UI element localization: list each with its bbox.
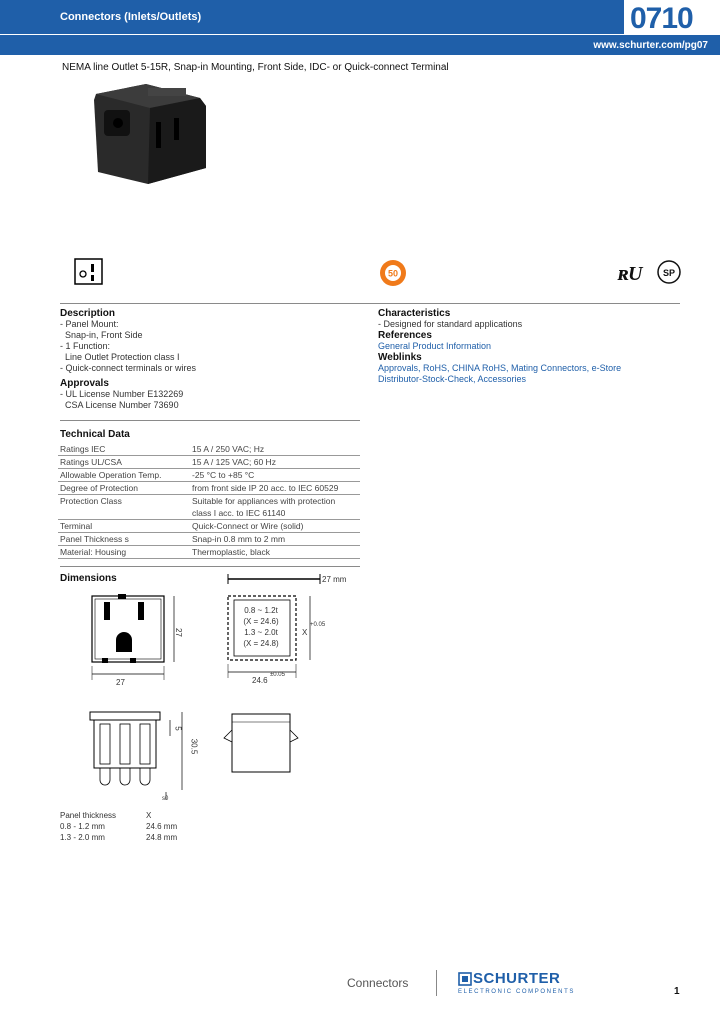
table-value: class I acc. to IEC 61140 — [192, 508, 286, 518]
description-line: - 1 Function: — [60, 341, 111, 351]
table-row — [58, 443, 360, 456]
weblinks-heading: Weblinks — [378, 352, 422, 363]
product-photo — [88, 80, 218, 190]
description-heading: Description — [60, 308, 116, 319]
header-url-link[interactable]: www.schurter.com/pg07 — [593, 40, 708, 51]
approvals-line: CSA License Number 73690 — [60, 400, 179, 410]
svg-text:ʀ: ʀ — [618, 260, 629, 285]
table-value: Thermoplastic, black — [192, 547, 270, 557]
technical-divider — [60, 420, 360, 421]
technical-data-table — [58, 443, 360, 559]
description-line: - Panel Mount: — [60, 319, 119, 329]
box-line: (X = 24.8) — [243, 639, 279, 648]
side-width-label: 24.6 — [252, 676, 268, 685]
table-key: Terminal — [60, 521, 93, 531]
dimensions-heading: Dimensions — [60, 573, 117, 584]
front-height-label: 27 — [173, 628, 183, 637]
page-number: 1 — [674, 986, 680, 997]
footer-brand: SCHURTER — [473, 970, 561, 987]
description-line: Snap-in, Front Side — [60, 330, 143, 340]
table-key: Ratings UL/CSA — [60, 457, 122, 467]
bottom-s-label: s0 — [162, 796, 169, 802]
table-row — [58, 507, 360, 520]
ul-csa-approval-icon — [616, 258, 684, 286]
references-heading: References — [378, 330, 432, 341]
table-key: Ratings IEC — [60, 444, 106, 454]
table-value: Suitable for appliances with protection — [192, 496, 336, 506]
technical-heading: Technical Data — [60, 429, 130, 440]
table-row — [58, 456, 360, 469]
table-key: Material: Housing — [60, 547, 127, 557]
box-line: 1.3 ~ 2.0t — [244, 628, 278, 637]
bottom-offset-label: 5 — [173, 726, 183, 731]
front-width-label: 27 — [116, 678, 125, 687]
outlet-symbol-icon — [74, 258, 104, 286]
table-value: Snap-in 0.8 mm to 2 mm — [192, 534, 286, 544]
side-x-label: X — [302, 628, 308, 637]
approvals-line: - UL License Number E132269 — [60, 389, 184, 399]
section-divider — [60, 303, 680, 304]
table-value: Quick-Connect or Wire (solid) — [192, 521, 304, 531]
svg-text:SP: SP — [662, 268, 676, 278]
bottom-height-label: 30.5 — [189, 738, 199, 755]
footer-section: Connectors — [347, 976, 409, 990]
table-key: Protection Class — [60, 496, 122, 506]
table-value: 15 A / 250 VAC; Hz — [192, 444, 265, 454]
description-line: Line Outlet Protection class I — [60, 352, 180, 362]
table-row — [58, 469, 360, 482]
table-row — [60, 832, 177, 843]
general-product-info-link[interactable]: General Product Information — [378, 341, 492, 351]
table-head: Panel thickness — [60, 811, 117, 820]
table-value: from front side IP 20 acc. to IEC 60529 — [192, 483, 339, 493]
description-line: - Quick-connect terminals or wires — [60, 363, 197, 373]
scale-label: 27 mm — [322, 575, 347, 584]
table-row — [58, 533, 360, 546]
table-row — [58, 546, 360, 559]
front-view-drawing — [84, 592, 184, 688]
table-row — [60, 810, 177, 821]
table-head: X — [146, 811, 152, 820]
table-cell: 1.3 - 2.0 mm — [60, 833, 105, 842]
thickness-box — [238, 605, 284, 649]
box-line: (X = 24.6) — [243, 617, 279, 626]
footer-divider — [436, 970, 437, 996]
table-row — [60, 821, 177, 832]
table-value: 15 A / 125 VAC; 60 Hz — [192, 457, 276, 467]
characteristics-heading: Characteristics — [378, 308, 451, 319]
schurter-logo-icon — [458, 972, 472, 986]
product-code: 0710 — [630, 2, 693, 35]
table-row — [58, 482, 360, 495]
table-cell: 0.8 - 1.2 mm — [60, 822, 105, 831]
rohs-50-badge-icon — [378, 258, 408, 288]
table-row — [58, 520, 360, 533]
side-x-tolerance: +0.05 — [310, 622, 326, 628]
scale-bar — [226, 572, 326, 586]
product-subtitle: NEMA line Outlet 5-15R, Snap-in Mounting, Front Side, IDC- or Quick-connect Terminal — [62, 62, 449, 73]
side-width-tolerance: ±0.05 — [270, 672, 285, 678]
table-value: -25 °C to +85 °C — [192, 470, 255, 480]
table-cell: 24.8 mm — [146, 833, 178, 842]
footer-brand-sub: ELECTRONIC COMPONENTS — [458, 989, 575, 995]
side-profile-drawing — [222, 708, 302, 780]
panel-thickness-table — [60, 810, 177, 843]
table-key — [58, 507, 190, 520]
table-key: Panel Thickness s — [60, 534, 129, 544]
dimensions-divider — [60, 566, 360, 567]
table-key: Allowable Operation Temp. — [60, 470, 162, 480]
characteristics-line: - Designed for standard applications — [378, 319, 523, 329]
table-cell: 24.6 mm — [146, 822, 178, 831]
weblinks-line-1[interactable]: Approvals, RoHS, CHINA RoHS, Mating Connectors, e-Store — [378, 363, 622, 373]
header-category: Connectors (Inlets/Outlets) — [60, 11, 202, 23]
rohs-50-text: 50 — [387, 268, 399, 279]
approvals-heading: Approvals — [60, 378, 109, 389]
weblinks-line-2[interactable]: Distributor-Stock-Check, Accessories — [378, 374, 527, 384]
svg-text:U: U — [628, 263, 643, 285]
table-row — [58, 495, 360, 508]
box-line: 0.8 ~ 1.2t — [244, 606, 278, 615]
table-key: Degree of Protection — [60, 483, 138, 493]
bottom-view-drawing — [84, 700, 194, 804]
